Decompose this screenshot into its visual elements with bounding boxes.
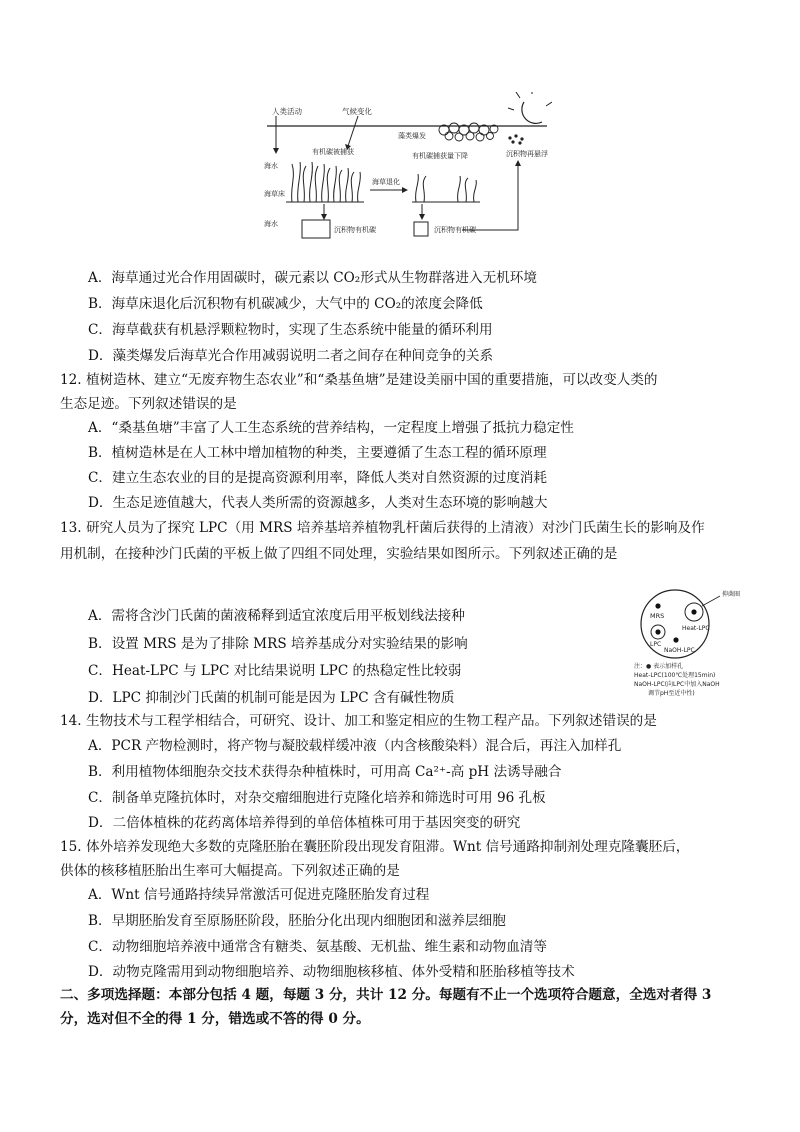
q15-stem-1: 15. 体外培养发现绝大多数的克隆胚胎在囊胚阶段出现发育阻滞。Wnt 信号通路抑制剂处理克隆囊胚后，: [60, 839, 690, 855]
q13-stem-2: 用机制，在接种沙门氏菌的平板上做了四组不同处理，实验结果如图所示。下列叙述正确的是: [60, 546, 618, 562]
well-lpc: [655, 629, 660, 634]
q13-option-a: A．需将含沙门氏菌的菌液稀释到适宜浓度后用平板划线法接种: [88, 608, 465, 624]
q15-option-b: B．早期胚胎发育至原肠胚阶段，胚胎分化出现内细胞团和滋养层细胞: [88, 913, 506, 929]
label-box1: 沉积物有机碳: [334, 226, 376, 234]
svg-text:调节pH至近中性): 调节pH至近中性): [648, 690, 695, 697]
label-organic-captured: 有机碳被捕获: [312, 148, 354, 156]
particles: [508, 134, 523, 144]
q12-option-b: B．植树造林是在人工林中增加植物的种类，主要遵循了生态工程的循环原理: [88, 445, 547, 461]
q14-option-d: D．二倍体植株的花药离体培养得到的单倍体植株可用于基因突变的研究: [88, 815, 521, 831]
q13-option-c: C．Heat-LPC 与 LPC 对比结果说明 LPC 的热稳定性比较弱: [88, 663, 462, 679]
q12-stem-2: 生态足迹。下列叙述错误的是: [60, 396, 237, 412]
svg-text:NaOH-LPC: NaOH-LPC: [664, 647, 695, 654]
q15-option-c: C．动物细胞培养液中通常含有糖类、氨基酸、无机盐、维生素和动物血清等: [88, 939, 547, 955]
label-human: 人类活动: [272, 107, 302, 116]
q12-option-d: D．生态足迹值越大，代表人类所需的资源越多，人类对生态环境的影响越大: [88, 495, 548, 511]
q15-stem-2: 供体的核移植胚胎出生率可大幅提高。下列叙述正确的是: [60, 863, 400, 879]
svg-text:抑菌圈: 抑菌圈: [722, 591, 741, 598]
seagrass-carbon-diagram: [262, 92, 552, 254]
seagrass-dense: [286, 162, 364, 202]
q14-option-b: B．利用植物体细胞杂交技术获得杂种植株时，可用高 Ca²⁺-高 pH 法诱导融合: [88, 764, 562, 780]
svg-text:Heat-LPC(100℃处理15min): Heat-LPC(100℃处理15min): [634, 672, 716, 679]
label-bed: 海草床: [264, 190, 285, 198]
q14-stem: 14. 生物技术与工程学相结合，可研究、设计、加工和鉴定相应的生物工程产品。下列叙述错误的是: [60, 713, 657, 729]
q11-option-d: D．藻类爆发后海草光合作用减弱说明二者之间存在种间竞争的关系: [88, 348, 494, 364]
sediment-box-1: [302, 220, 330, 238]
svg-text:注：● 表示加样孔: 注：● 表示加样孔: [634, 663, 684, 670]
label-climate: 气候变化: [342, 107, 372, 116]
section2-line-1: 二、多项选择题：本部分包括 4 题，每题 3 分，共计 12 分。每题有不止一个选项符合题意，全选对者得 3: [60, 987, 712, 1003]
seagrass-sparse: [412, 174, 480, 202]
svg-text:NaOH-LPC(向LPC中加入NaOH: NaOH-LPC(向LPC中加入NaOH: [634, 681, 720, 688]
q12-option-c: C．建立生态农业的目的是提高资源利用率，降低人类对自然资源的过度消耗: [88, 470, 547, 486]
sediment-box-2: [414, 222, 428, 236]
section2-line-2: 分，选对但不全的得 1 分，错选或不答的得 0 分。: [60, 1011, 370, 1027]
label-degrade: 海草退化: [372, 178, 400, 186]
well-naoh-lpc: [673, 637, 678, 642]
label-box2: 沉积物有机碳: [434, 226, 476, 234]
q15-option-a: A．Wnt 信号通路持续异常激活可促进克隆胚胎发育过程: [88, 887, 430, 903]
svg-text:LPC: LPC: [650, 641, 662, 648]
q11-option-c: C．海草截获有机悬浮颗粒物时，实现了生态系统中能量的循环利用: [88, 322, 493, 338]
q12-option-a: A．“桑基鱼塘”丰富了人工生态系统的营养结构，一定程度上增强了抵抗力稳定性: [88, 420, 574, 436]
q14-option-c: C．制备单克隆抗体时，对杂交瘤细胞进行克隆化培养和筛选时可用 96 孔板: [88, 790, 546, 806]
label-organic-less: 有机碳捕获量下降: [412, 152, 468, 160]
well-heat-lpc: [691, 609, 696, 614]
q13-option-b: B．设置 MRS 是为了排除 MRS 培养基成分对实验结果的影响: [88, 636, 468, 652]
q11-option-b: B．海草床退化后沉积物有机碳减少，大气中的 CO₂的浓度会降低: [88, 296, 483, 312]
q13-option-d: D．LPC 抑制沙门氏菌的机制可能是因为 LPC 含有碱性物质: [88, 690, 455, 706]
svg-text:Heat-LPC: Heat-LPC: [682, 625, 710, 632]
q12-stem-1: 12. 植树造林、建立“无废弃物生态农业”和“桑基鱼塘”是建设美丽中国的重要措施，可以改变人类的: [60, 372, 658, 388]
well-mrs: [655, 603, 660, 608]
q15-option-d: D．动物克隆需用到动物细胞培养、动物细胞核移植、体外受精和胚胎移植等技术: [88, 964, 575, 980]
q14-option-a: A．PCR 产物检测时，将产物与凝胶载样缓冲液（内含核酸染料）混合后，再注入加样孔: [88, 738, 622, 754]
q11-option-a: A．海草通过光合作用固碳时，碳元素以 CO₂形式从生物群落进入无机环境: [88, 270, 537, 286]
label-algae: 藻类爆发: [398, 132, 426, 140]
svg-text:MRS: MRS: [650, 612, 665, 620]
petri-plate-figure: [630, 582, 770, 702]
q13-stem-1: 13. 研究人员为了探究 LPC（用 MRS 培养基培养植物乳杆菌后获得的上清液）对沙门氏菌生长的影响及作: [60, 520, 705, 536]
label-suspend: 沉积物再悬浮: [506, 150, 548, 158]
sun-icon: [508, 92, 552, 123]
label-seawater-1: 海水: [264, 162, 278, 170]
label-seawater-2: 海水: [264, 220, 278, 228]
